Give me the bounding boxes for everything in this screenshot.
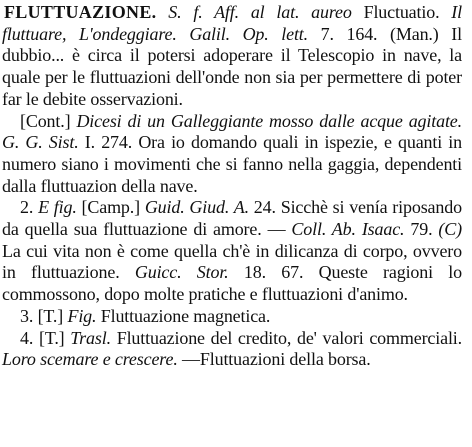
citation-number: 7. 164. [320,23,378,44]
entry-paragraph [2,2,462,111]
headword: FLUTTUAZIONE. [4,2,157,22]
citation-text: La cui vita non è come quella ch'è in dilicanza di corpo, ovvero in fluttuazione. [2,240,462,283]
citation-number: 79. [410,219,433,240]
citation-source: Coll. Ab. Isaac. [291,219,405,240]
sense-definition: Dicesi di un Galleggiante mosso dalle acque agitate. [76,110,462,131]
citation-number: 18. 67. [243,262,304,283]
sense-text: Fluttuazione magnetica. [100,305,271,326]
sense-text: Fluttuazione del credito, de' valori commerciali. [116,327,462,348]
grammatical-info: S. f. Aff. al lat. aureo [168,2,352,22]
sense-number: 3. [20,305,34,326]
citation-number: 24. [253,197,276,218]
citation-text: Queste ragioni lo commossono, dopo molte pratiche e fluttuazioni d'animo. [2,262,462,305]
sense-text-2: Fluttuazioni della borsa. [199,349,371,370]
citation-source: Galil. Op. lett. [189,23,309,44]
citation-number: I. 274. [84,132,133,153]
citation-source: Guicc. Stor. [134,262,229,283]
sense-label: Trasl. [70,327,111,348]
sense-number: 4. [20,327,34,348]
sense-2-paragraph [2,197,462,306]
citation-text: Ora io domando quali in ispezie, e quanti in numero siano i movimenti che si fanno nella gaggia, dependenti dalla fluttuazion della nave. [2,132,463,196]
sense-italic-phrase: Loro scemare e crescere. [2,349,178,370]
sense-cont-paragraph [2,111,462,198]
citation-text: Sicchè si venía riposando da quella sua fluttuazione di amore. [2,197,462,240]
citation-source: G. G. Sist. [2,132,79,153]
sense-3-paragraph [2,306,462,328]
citation-tag: (Man.) [390,23,439,44]
sense-tag: [T.] [38,327,65,348]
sense-label: E fig. [38,197,77,218]
definition: Il fluttuare, L'ondeggiare. [2,2,462,44]
etymology: Fluctuatio. [363,2,440,22]
sense-tag: [T.] [37,305,64,326]
citation-source: Guid. Giud. A. [144,197,249,218]
sense-label: Fig. [67,305,97,326]
sense-tag: [Camp.] [81,197,140,218]
sense-4-paragraph [2,328,462,371]
sense-dash: — [182,349,200,370]
equals-dash: — [267,219,286,240]
sense-tag: [Cont.] [20,110,71,131]
citation-tag: (C) [438,219,462,240]
sense-number: 2. [20,197,34,218]
citation-text: Il dubbio... è circa il potersi adoperare il Telescopio in nave, la quale per le fluttuazioni dell'onde non sia per permettere di poter far le debite osservazioni. [2,23,462,109]
